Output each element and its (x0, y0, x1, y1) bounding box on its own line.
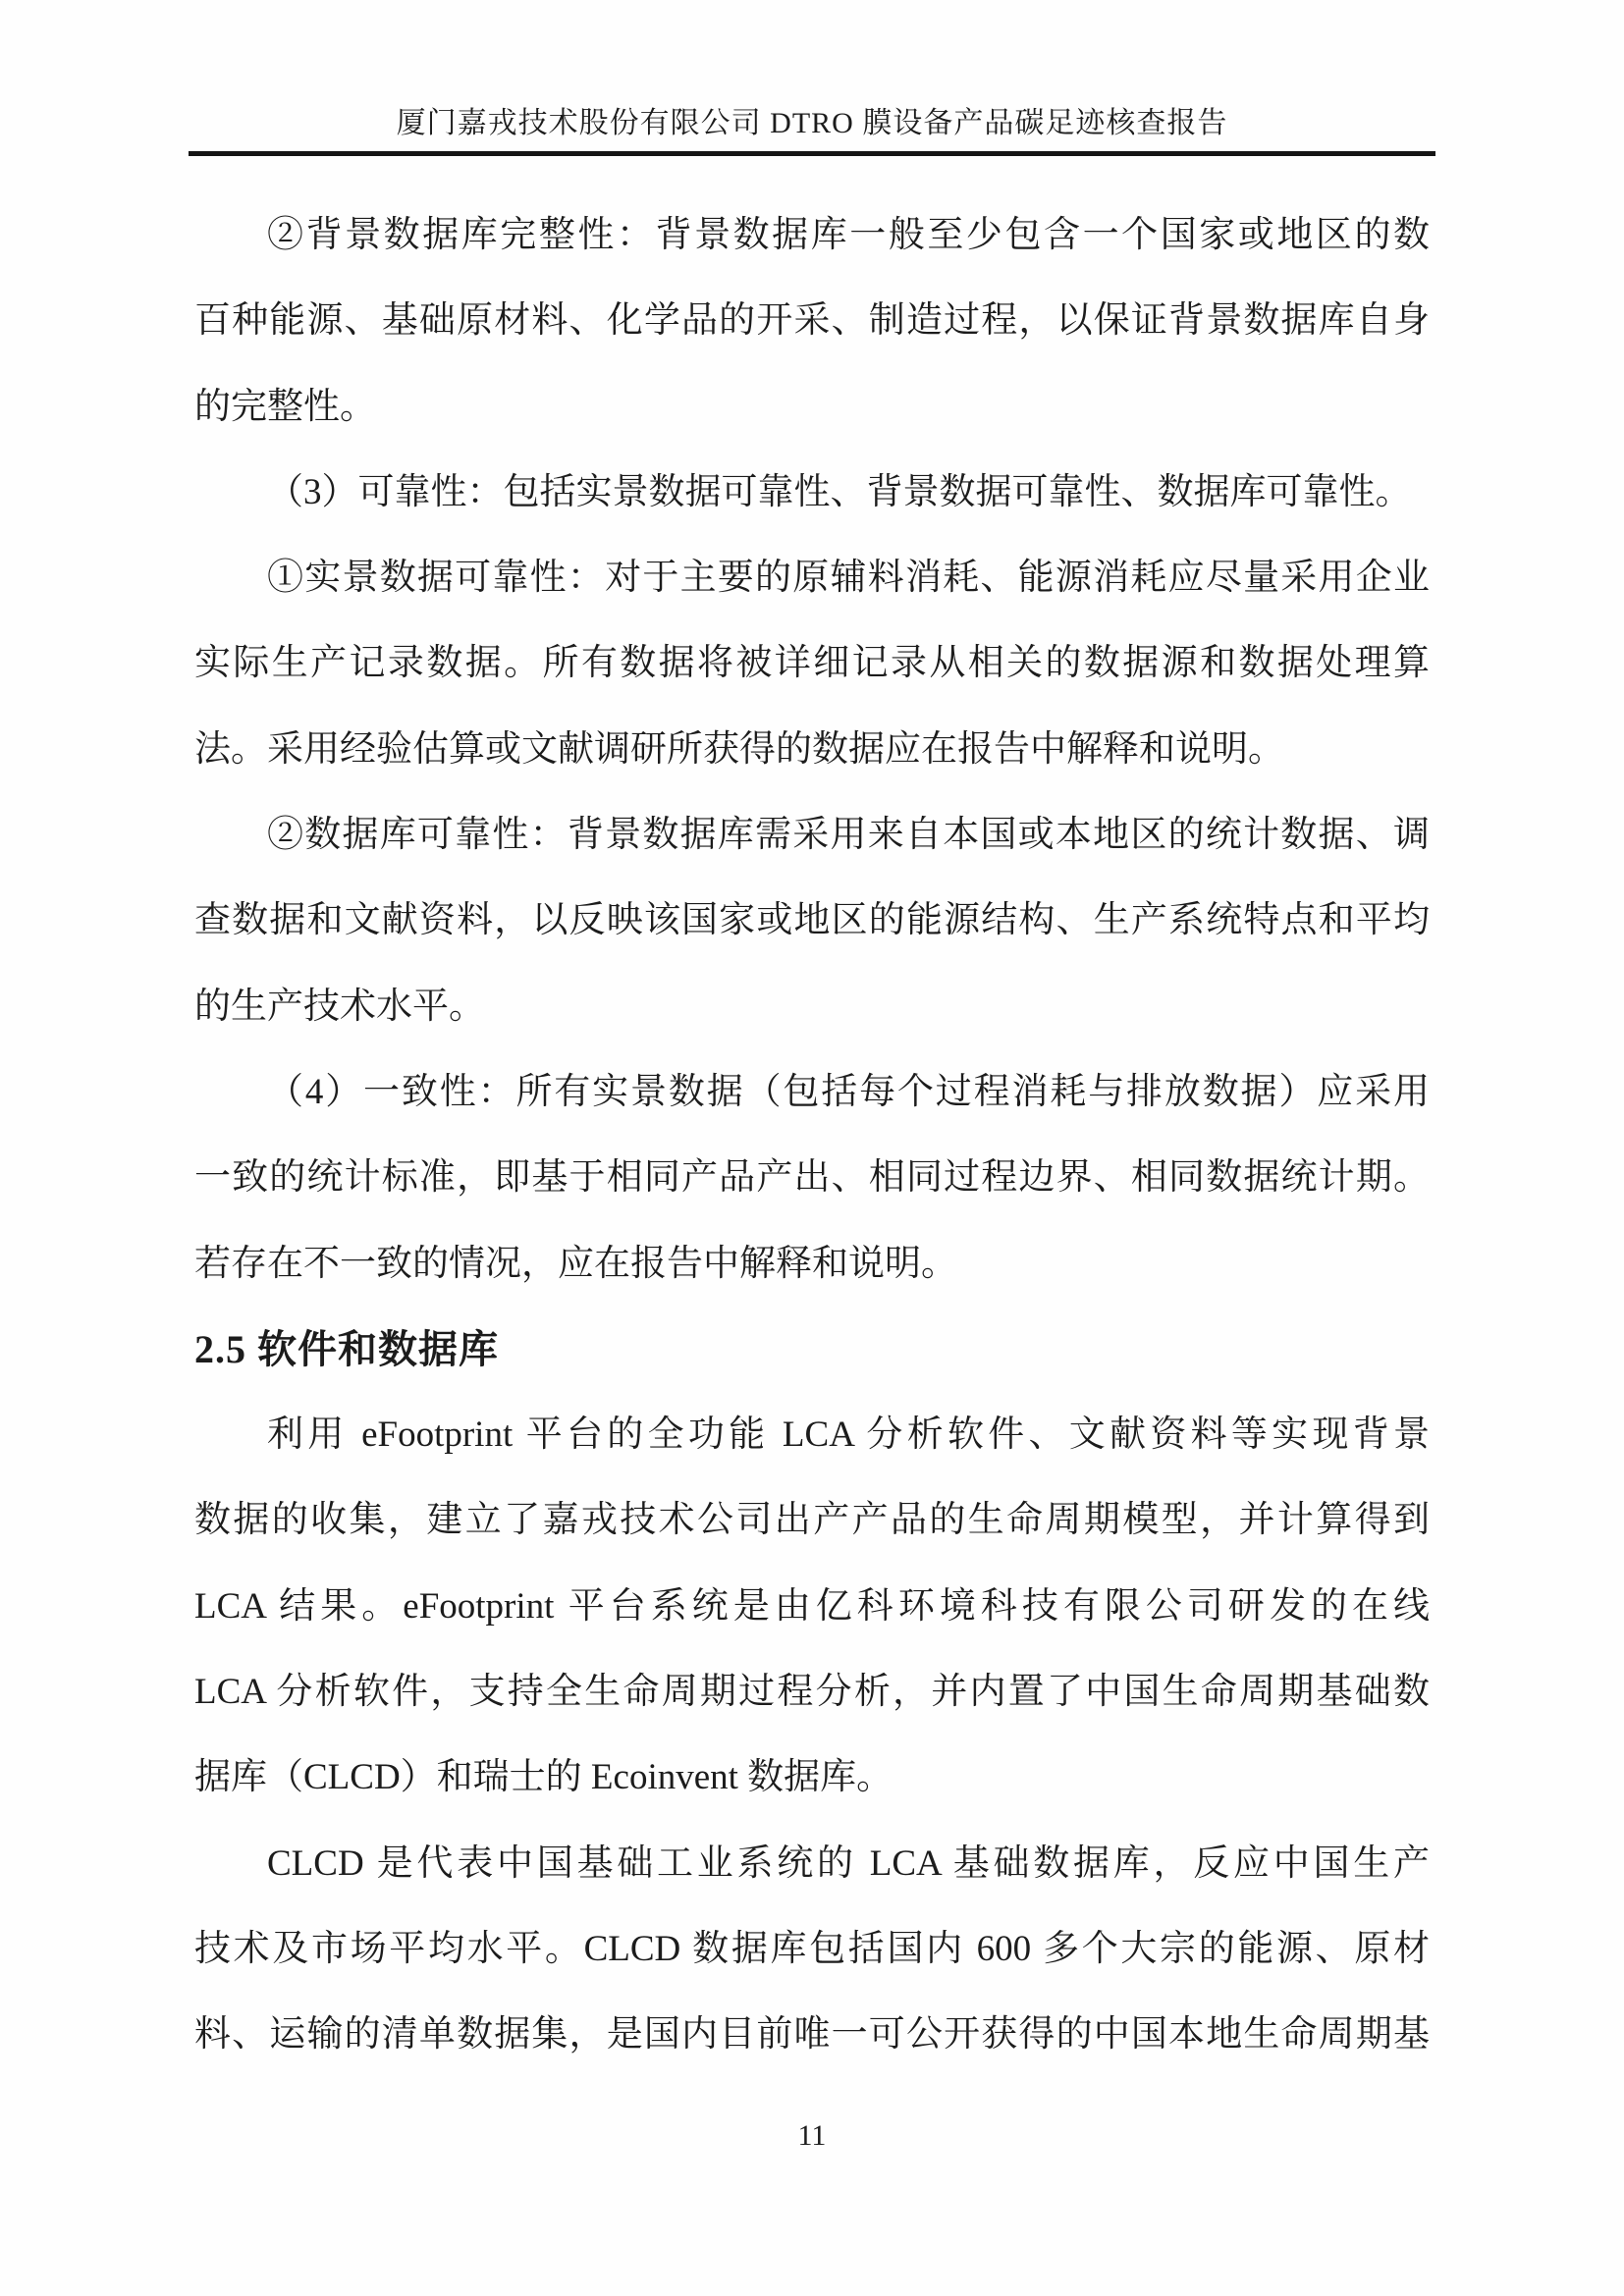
page-number: 11 (797, 2119, 827, 2152)
text-line: （4）一致性：所有实景数据（包括每个过程消耗与排放数据）应采用 (267, 1071, 1430, 1112)
text-line: 若存在不一致的情况，应在报告中解释和说明。 (194, 1243, 957, 1284)
text-line: 利用 eFootprint 平台的全功能 LCA 分析软件、文献资料等实现背景 (267, 1415, 1430, 1456)
text-line: 查数据和文献资料，以反映该国家或地区的能源结构、生产系统特点和平均 (194, 900, 1430, 941)
text-line: ②背景数据库完整性：背景数据库一般至少包含一个国家或地区的数 (267, 215, 1430, 255)
text-line: ①实景数据可靠性：对于主要的原辅料消耗、能源消耗应尽量采用企业 (267, 558, 1430, 599)
text-line: LCA 结果。eFootprint 平台系统是由亿科环境科技有限公司研发的在线 (194, 1585, 1430, 1627)
header-rule (189, 151, 1435, 156)
section-heading: 2.5 软件和数据库 (194, 1326, 499, 1371)
text-line: 料、运输的清单数据集，是国内目前唯一可公开获得的中国本地生命周期基 (194, 2014, 1430, 2056)
text-line: 百种能源、基础原材料、化学品的开采、制造过程，以保证背景数据库自身 (194, 300, 1430, 342)
document-body (194, 192, 1430, 2078)
text-line: LCA 分析软件，支持全生命周期过程分析，并内置了中国生命周期基础数 (194, 1672, 1430, 1713)
text-line: （3）可靠性：包括实景数据可靠性、背景数据可靠性、数据库可靠性。 (267, 471, 1412, 512)
text-line: 一致的统计标准，即基于相同产品产出、相同过程边界、相同数据统计期。 (194, 1157, 1430, 1199)
text-line: CLCD 是代表中国基础工业系统的 LCA 基础数据库，反应中国生产 (267, 1842, 1430, 1884)
text-line: 的生产技术水平。 (194, 986, 485, 1027)
text-line: 实际生产记录数据。所有数据将被详细记录从相关的数据源和数据处理算 (194, 643, 1430, 684)
text-line: 法。采用经验估算或文献调研所获得的数据应在报告中解释和说明。 (194, 728, 1284, 770)
text-line: 技术及市场平均水平。CLCD 数据库包括国内 600 多个大宗的能源、原材 (194, 1928, 1430, 1969)
text-line: ②数据库可靠性：背景数据库需采用来自本国或本地区的统计数据、调 (267, 815, 1430, 856)
text-line: 据库（CLCD）和瑞士的 Ecoinvent 数据库。 (194, 1757, 893, 1798)
running-header-title: 厦门嘉戎技术股份有限公司 DTRO 膜设备产品碳足迹核查报告 (396, 107, 1228, 139)
text-line: 的完整性。 (194, 386, 376, 427)
text-line: 数据的收集，建立了嘉戎技术公司出产产品的生命周期模型，并计算得到 (194, 1500, 1430, 1541)
